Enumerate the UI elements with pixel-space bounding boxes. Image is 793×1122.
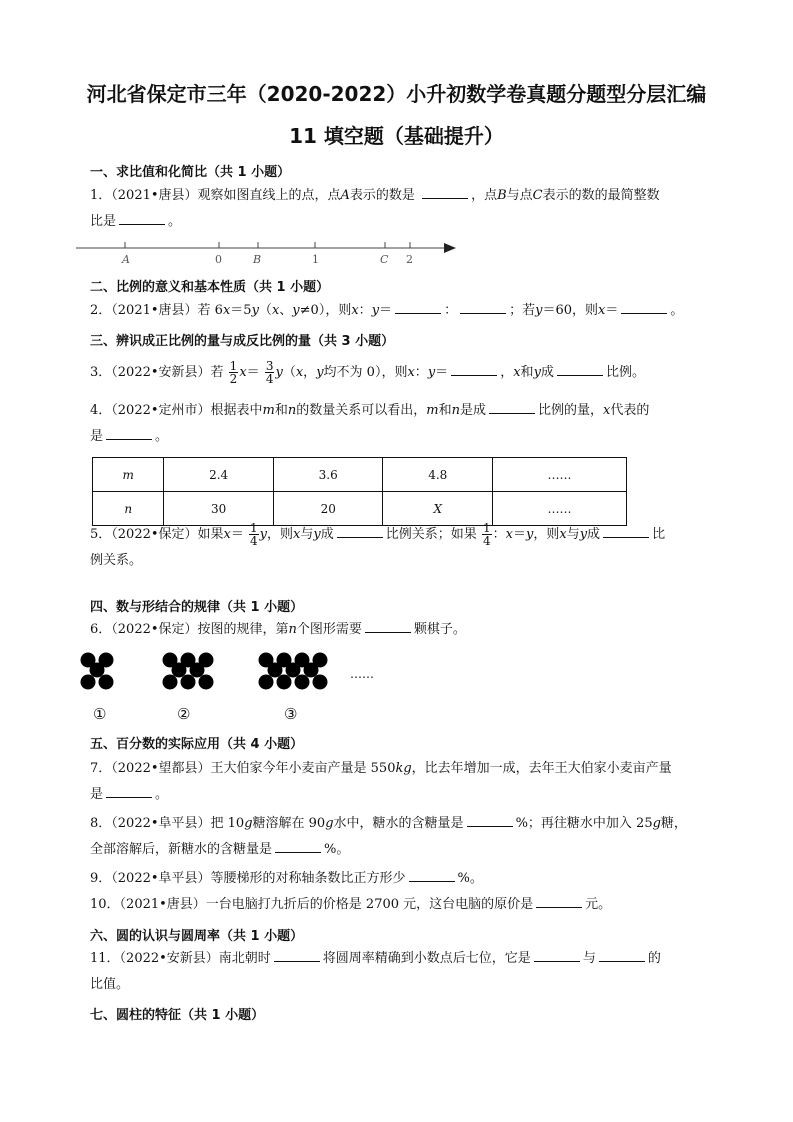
answer-blank[interactable] xyxy=(365,620,411,633)
answer-blank[interactable] xyxy=(275,840,321,853)
chess-piece-pattern-figure xyxy=(76,648,386,694)
question-9: 9．（2022•阜平县）等腰梯形的对称轴条数比正方形少 %。 xyxy=(90,871,483,886)
answer-blank[interactable] xyxy=(489,401,535,414)
question-10: 10．（2021•唐县）一台电脑打九折后的价格是 2700 元，这台电脑的原价是 元。 xyxy=(90,897,612,912)
table-cell: 3.6 xyxy=(273,458,383,492)
question-4: 4．（2022•定州市）根据表中m和n的数量关系可以看出，m和n是成 比例的量，x代表的 是 。 xyxy=(90,403,650,444)
document-title-line1: 河北省保定市三年（2020-2022）小升初数学卷真题分题型分层汇编 xyxy=(86,82,707,106)
answer-blank[interactable] xyxy=(536,895,582,908)
answer-blank[interactable] xyxy=(621,301,667,314)
section-heading-5: 五、百分数的实际应用（共 4 小题） xyxy=(90,737,304,752)
answer-blank[interactable] xyxy=(119,212,165,225)
question-3: 3．（2022•安新县）若 $\frac{1}{2}$ x＝ $\frac{3}{4}$ y（x，y均不为 0），则x：y＝ ，x和y成 比例。 xyxy=(90,359,645,386)
table-cell: 30 xyxy=(164,492,274,526)
answer-blank[interactable] xyxy=(603,525,649,538)
number-line-figure xyxy=(74,238,464,268)
section-heading-1: 一、求比值和化简比（共 1 小题） xyxy=(90,165,291,180)
table-cell: m xyxy=(93,458,164,492)
number-line-label-1: 1 xyxy=(312,253,319,266)
m-n-value-table xyxy=(92,457,627,526)
fraction-one-half: $\frac{1}{2}$ xyxy=(229,359,238,386)
answer-blank[interactable] xyxy=(106,785,152,798)
table-cell: …… xyxy=(493,492,627,526)
question-2: 2．（2021•唐县）若 6x＝5y（x、y≠0），则x：y＝ ： ；若y＝60，则x＝ 。 xyxy=(90,303,684,318)
section-heading-6: 六、圆的认识与圆周率（共 1 小题） xyxy=(90,929,304,944)
section-heading-3: 三、辨识成正比例的量与成反比例的量（共 3 小题） xyxy=(90,334,395,349)
answer-blank[interactable] xyxy=(106,427,152,440)
answer-blank[interactable] xyxy=(409,869,455,882)
pattern-ellipsis: …… xyxy=(350,667,374,681)
section-heading-7: 七、圆柱的特征（共 1 小题） xyxy=(90,1008,265,1023)
fraction-one-quarter: $\frac{1}{4}$ xyxy=(250,521,258,548)
table-row xyxy=(93,492,627,526)
answer-blank[interactable] xyxy=(451,363,497,376)
number-line-label-0: 0 xyxy=(215,253,222,266)
number-line-label-a: A xyxy=(122,253,130,266)
question-6: 6．（2022•保定）按图的规律，第n个图形需要 颗棋子。 xyxy=(90,622,466,637)
table-row xyxy=(93,458,627,492)
pattern-figure-2 xyxy=(163,653,214,690)
answer-blank[interactable] xyxy=(395,301,441,314)
answer-blank[interactable] xyxy=(599,949,645,962)
table-cell: …… xyxy=(493,458,627,492)
answer-blank[interactable] xyxy=(337,525,383,538)
answer-blank[interactable] xyxy=(467,814,513,827)
section-heading-4: 四、数与形结合的规律（共 1 小题） xyxy=(90,600,304,615)
question-7: 7．（2022•望都县）王大伯家今年小麦亩产量是 550kg，比去年增加一成，去年王大伯家小麦亩产量 是 。 xyxy=(90,761,672,802)
answer-blank[interactable] xyxy=(422,186,468,199)
number-line-label-b: B xyxy=(253,253,262,266)
fraction-one-quarter: $\frac{1}{4}$ xyxy=(482,521,491,548)
question-1: 1．（2021•唐县）观察如图直线上的点，点A表示的数是 ，点B与点C表示的数的最简整数 比是 。 xyxy=(90,188,660,229)
document-title-line2: 11 填空题（基础提升） xyxy=(289,124,504,148)
number-line-label-c: C xyxy=(380,253,389,266)
table-cell: X xyxy=(383,492,493,526)
figure-label-3: ③ xyxy=(284,705,298,723)
table-cell: 4.8 xyxy=(383,458,493,492)
answer-blank[interactable] xyxy=(534,949,580,962)
figure-label-2: ② xyxy=(177,705,191,723)
question-5: 5．（2022•保定）如果x＝ $\frac{1}{4}$ y，则x与y成 比例关系；如果 $\frac{1}{4}$ ：x＝y，则x与y成 比 例关系。 xyxy=(90,521,666,568)
section-heading-2: 二、比例的意义和基本性质（共 1 小题） xyxy=(90,280,330,295)
answer-blank[interactable] xyxy=(274,949,320,962)
question-8: 8．（2022•阜平县）把 10g糖溶解在 90g水中，糖水的含糖量是 %；再往糖水中加入 25g糖， 全部溶解后，新糖水的含糖量是 %。 xyxy=(90,816,687,857)
answer-blank[interactable] xyxy=(557,363,603,376)
question-11: 11．（2022•安新县）南北朝时 将圆周率精确到小数点后七位，它是 与 的 比值。 xyxy=(90,951,661,992)
pattern-figure-3 xyxy=(259,653,328,690)
number-line-label-2: 2 xyxy=(406,253,413,266)
table-cell: 2.4 xyxy=(164,458,274,492)
arrow-head-icon xyxy=(444,243,456,253)
fraction-three-quarters: $\frac{3}{4}$ xyxy=(265,359,274,386)
pattern-figure-1 xyxy=(81,653,114,690)
answer-blank[interactable] xyxy=(460,301,506,314)
table-cell: n xyxy=(93,492,164,526)
figure-label-1: ① xyxy=(93,705,107,723)
table-cell: 20 xyxy=(273,492,383,526)
